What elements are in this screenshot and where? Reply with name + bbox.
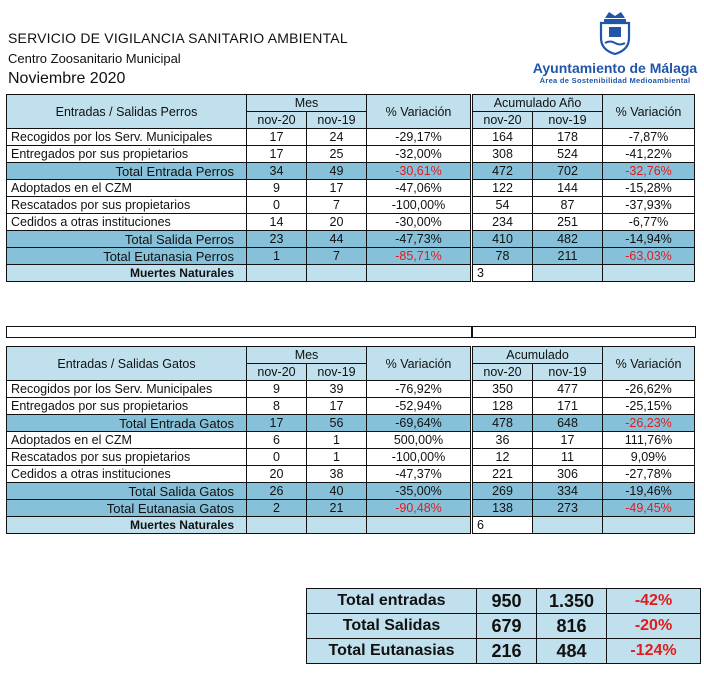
cell: 702 [533, 163, 603, 180]
cell [367, 517, 471, 534]
cell: 40 [307, 483, 367, 500]
col-nov20: nov-20 [247, 364, 307, 381]
cell: 524 [533, 146, 603, 163]
cell: 478 [473, 415, 533, 432]
cell: -47,73% [367, 231, 471, 248]
table-row [7, 214, 471, 231]
cell: -85,71% [367, 248, 471, 265]
row-label: Rescatados por sus propietarios [7, 197, 247, 214]
summary-row [307, 589, 701, 614]
logo-name: Ayuntamiento de Málaga [532, 60, 698, 76]
table-row [7, 432, 471, 449]
table-row [473, 129, 695, 146]
acumulado-header: Acumulado Año [473, 95, 603, 112]
variacion-header: % Variación [367, 347, 471, 381]
cell: -35,00% [367, 483, 471, 500]
coat-of-arms-icon [595, 8, 635, 56]
cell: -15,28% [603, 180, 695, 197]
col-nov20: nov-20 [473, 364, 533, 381]
cell: -52,94% [367, 398, 471, 415]
row-label: Total Eutanasia Perros [7, 248, 247, 265]
cell: 7 [307, 248, 367, 265]
cell: -30,61% [367, 163, 471, 180]
table-row [7, 398, 471, 415]
cell: 6 [473, 517, 533, 534]
cell: 648 [533, 415, 603, 432]
table-row [7, 146, 471, 163]
table-header-row [473, 347, 695, 364]
perros-title: Entradas / Salidas Perros [7, 95, 247, 129]
ayuntamiento-logo [530, 8, 700, 88]
cell: -25,15% [603, 398, 695, 415]
perros-table-mes [6, 94, 471, 282]
total-row [7, 231, 471, 248]
cell: 111,76% [603, 432, 695, 449]
cell: 21 [307, 500, 367, 517]
row-label: Recogidos por los Serv. Municipales [7, 381, 247, 398]
row-label: Total Salida Gatos [7, 483, 247, 500]
col-nov20: nov-20 [473, 112, 533, 129]
row-label: Rescatados por sus propietarios [7, 449, 247, 466]
cell: -63,03% [603, 248, 695, 265]
variacion-header: % Variación [603, 95, 695, 129]
summary-pct: -42% [607, 589, 701, 614]
row-label: Adoptados en el CZM [7, 180, 247, 197]
cell: 144 [533, 180, 603, 197]
summary-value: 1.350 [537, 589, 607, 614]
cell: 273 [533, 500, 603, 517]
total-row [7, 483, 471, 500]
mes-header: Mes [247, 95, 367, 112]
cell: -41,22% [603, 146, 695, 163]
cell: 78 [473, 248, 533, 265]
cell: 6 [247, 432, 307, 449]
table-row [473, 466, 695, 483]
summary-value: 679 [477, 614, 537, 639]
row-label: Cedidos a otras instituciones [7, 214, 247, 231]
cell: 12 [473, 449, 533, 466]
summary-value: 950 [477, 589, 537, 614]
total-row [473, 163, 695, 180]
row-label: Entregados por sus propietarios [7, 146, 247, 163]
summary-label: Total entradas [307, 589, 477, 614]
cell: 23 [247, 231, 307, 248]
cell: 25 [307, 146, 367, 163]
cell: 38 [307, 466, 367, 483]
cell: 234 [473, 214, 533, 231]
table-separator [472, 326, 696, 338]
cell: 9,09% [603, 449, 695, 466]
summary-row [307, 639, 701, 664]
summary-pct: -124% [607, 639, 701, 664]
cell [533, 517, 603, 534]
cell [307, 265, 367, 282]
cell: -47,06% [367, 180, 471, 197]
cell: 410 [473, 231, 533, 248]
cell: 44 [307, 231, 367, 248]
row-label: Muertes Naturales [7, 517, 247, 534]
report-period: Noviembre 2020 [8, 70, 126, 87]
cell [603, 517, 695, 534]
total-row [473, 415, 695, 432]
cell: 49 [307, 163, 367, 180]
cell: -30,00% [367, 214, 471, 231]
row-label: Total Entrada Gatos [7, 415, 247, 432]
cell: -69,64% [367, 415, 471, 432]
cell: 36 [473, 432, 533, 449]
mes-header: Mes [247, 347, 367, 364]
cell: -19,46% [603, 483, 695, 500]
cell: 39 [307, 381, 367, 398]
col-nov19: nov-19 [533, 112, 603, 129]
row-label: Total Entrada Perros [7, 163, 247, 180]
col-nov20: nov-20 [247, 112, 307, 129]
table-row [7, 466, 471, 483]
report-center-name: Centro Zoosanitario Municipal [8, 51, 181, 66]
row-label: Cedidos a otras instituciones [7, 466, 247, 483]
cell: 1 [307, 432, 367, 449]
total-row [7, 248, 471, 265]
col-nov19: nov-19 [533, 364, 603, 381]
variacion-header: % Variación [367, 95, 471, 129]
cell: -32,00% [367, 146, 471, 163]
table-header-row [7, 347, 471, 364]
cell: -26,62% [603, 381, 695, 398]
table-row [7, 129, 471, 146]
col-nov19: nov-19 [307, 112, 367, 129]
acumulado-header: Acumulado [473, 347, 603, 364]
cell: 211 [533, 248, 603, 265]
col-nov19: nov-19 [307, 364, 367, 381]
table-row [473, 381, 695, 398]
table-row [473, 432, 695, 449]
cell: 7 [307, 197, 367, 214]
table-separator [6, 326, 472, 338]
cell: 251 [533, 214, 603, 231]
muertes-row [473, 265, 695, 282]
cell: 2 [247, 500, 307, 517]
cell: 122 [473, 180, 533, 197]
cell: 350 [473, 381, 533, 398]
cell: -90,48% [367, 500, 471, 517]
gatos-table-mes [6, 346, 471, 534]
total-row [7, 500, 471, 517]
table-header-row [473, 95, 695, 112]
cell [247, 265, 307, 282]
summary-table [306, 588, 701, 664]
cell: 9 [247, 381, 307, 398]
total-row [7, 163, 471, 180]
row-label: Entregados por sus propietarios [7, 398, 247, 415]
cell: -26,23% [603, 415, 695, 432]
cell: 54 [473, 197, 533, 214]
variacion-header: % Variación [603, 347, 695, 381]
muertes-row [473, 517, 695, 534]
cell: 17 [307, 398, 367, 415]
table-row [473, 214, 695, 231]
gatos-table-acumulado [472, 346, 695, 534]
cell: 1 [247, 248, 307, 265]
cell: 20 [307, 214, 367, 231]
logo-subtitle: Área de Sostenibilidad Medioambiental [539, 76, 691, 85]
table-row [7, 381, 471, 398]
cell: 11 [533, 449, 603, 466]
cell: 9 [247, 180, 307, 197]
cell: 26 [247, 483, 307, 500]
summary-label: Total Salidas [307, 614, 477, 639]
row-label: Adoptados en el CZM [7, 432, 247, 449]
cell: 128 [473, 398, 533, 415]
cell: 1 [307, 449, 367, 466]
summary-row [307, 614, 701, 639]
cell [603, 265, 695, 282]
row-label: Recogidos por los Serv. Municipales [7, 129, 247, 146]
muertes-row [7, 517, 471, 534]
cell: -49,45% [603, 500, 695, 517]
table-row [473, 180, 695, 197]
muertes-row [7, 265, 471, 282]
cell: 8 [247, 398, 307, 415]
cell [307, 517, 367, 534]
table-row [473, 197, 695, 214]
total-row [7, 415, 471, 432]
cell: -37,93% [603, 197, 695, 214]
summary-pct: -20% [607, 614, 701, 639]
cell: 17 [247, 415, 307, 432]
cell: 0 [247, 197, 307, 214]
cell: 0 [247, 449, 307, 466]
cell: 87 [533, 197, 603, 214]
row-label: Muertes Naturales [7, 265, 247, 282]
cell: 171 [533, 398, 603, 415]
cell: 20 [247, 466, 307, 483]
perros-table-acumulado [472, 94, 695, 282]
table-row [7, 180, 471, 197]
summary-value: 484 [537, 639, 607, 664]
cell: -100,00% [367, 197, 471, 214]
cell: -27,78% [603, 466, 695, 483]
cell: 138 [473, 500, 533, 517]
cell [533, 265, 603, 282]
cell: 269 [473, 483, 533, 500]
row-label: Total Eutanasia Gatos [7, 500, 247, 517]
cell [247, 517, 307, 534]
cell: 17 [247, 146, 307, 163]
table-row [473, 398, 695, 415]
cell: 178 [533, 129, 603, 146]
total-row [473, 231, 695, 248]
summary-value: 216 [477, 639, 537, 664]
cell: 17 [307, 180, 367, 197]
total-row [473, 500, 695, 517]
cell: -47,37% [367, 466, 471, 483]
row-label: Total Salida Perros [7, 231, 247, 248]
gatos-title: Entradas / Salidas Gatos [7, 347, 247, 381]
summary-label: Total Eutanasias [307, 639, 477, 664]
cell: -100,00% [367, 449, 471, 466]
cell: 3 [473, 265, 533, 282]
cell: 306 [533, 466, 603, 483]
cell: 308 [473, 146, 533, 163]
cell: 34 [247, 163, 307, 180]
report-service-title: SERVICIO DE VIGILANCIA SANITARIO AMBIENTAL [8, 30, 348, 46]
cell: 477 [533, 381, 603, 398]
cell: 24 [307, 129, 367, 146]
cell: 17 [533, 432, 603, 449]
cell: -7,87% [603, 129, 695, 146]
summary-value: 816 [537, 614, 607, 639]
cell: 221 [473, 466, 533, 483]
cell: 14 [247, 214, 307, 231]
cell: 334 [533, 483, 603, 500]
table-row [7, 449, 471, 466]
cell: 56 [307, 415, 367, 432]
cell: -32,76% [603, 163, 695, 180]
table-header-row [7, 95, 471, 112]
table-row [473, 146, 695, 163]
cell: 500,00% [367, 432, 471, 449]
cell: -76,92% [367, 381, 471, 398]
cell: 482 [533, 231, 603, 248]
total-row [473, 248, 695, 265]
table-row [7, 197, 471, 214]
cell: -6,77% [603, 214, 695, 231]
cell: -29,17% [367, 129, 471, 146]
cell: 472 [473, 163, 533, 180]
cell: 17 [247, 129, 307, 146]
total-row [473, 483, 695, 500]
cell: 164 [473, 129, 533, 146]
cell: -14,94% [603, 231, 695, 248]
cell [367, 265, 471, 282]
table-row [473, 449, 695, 466]
